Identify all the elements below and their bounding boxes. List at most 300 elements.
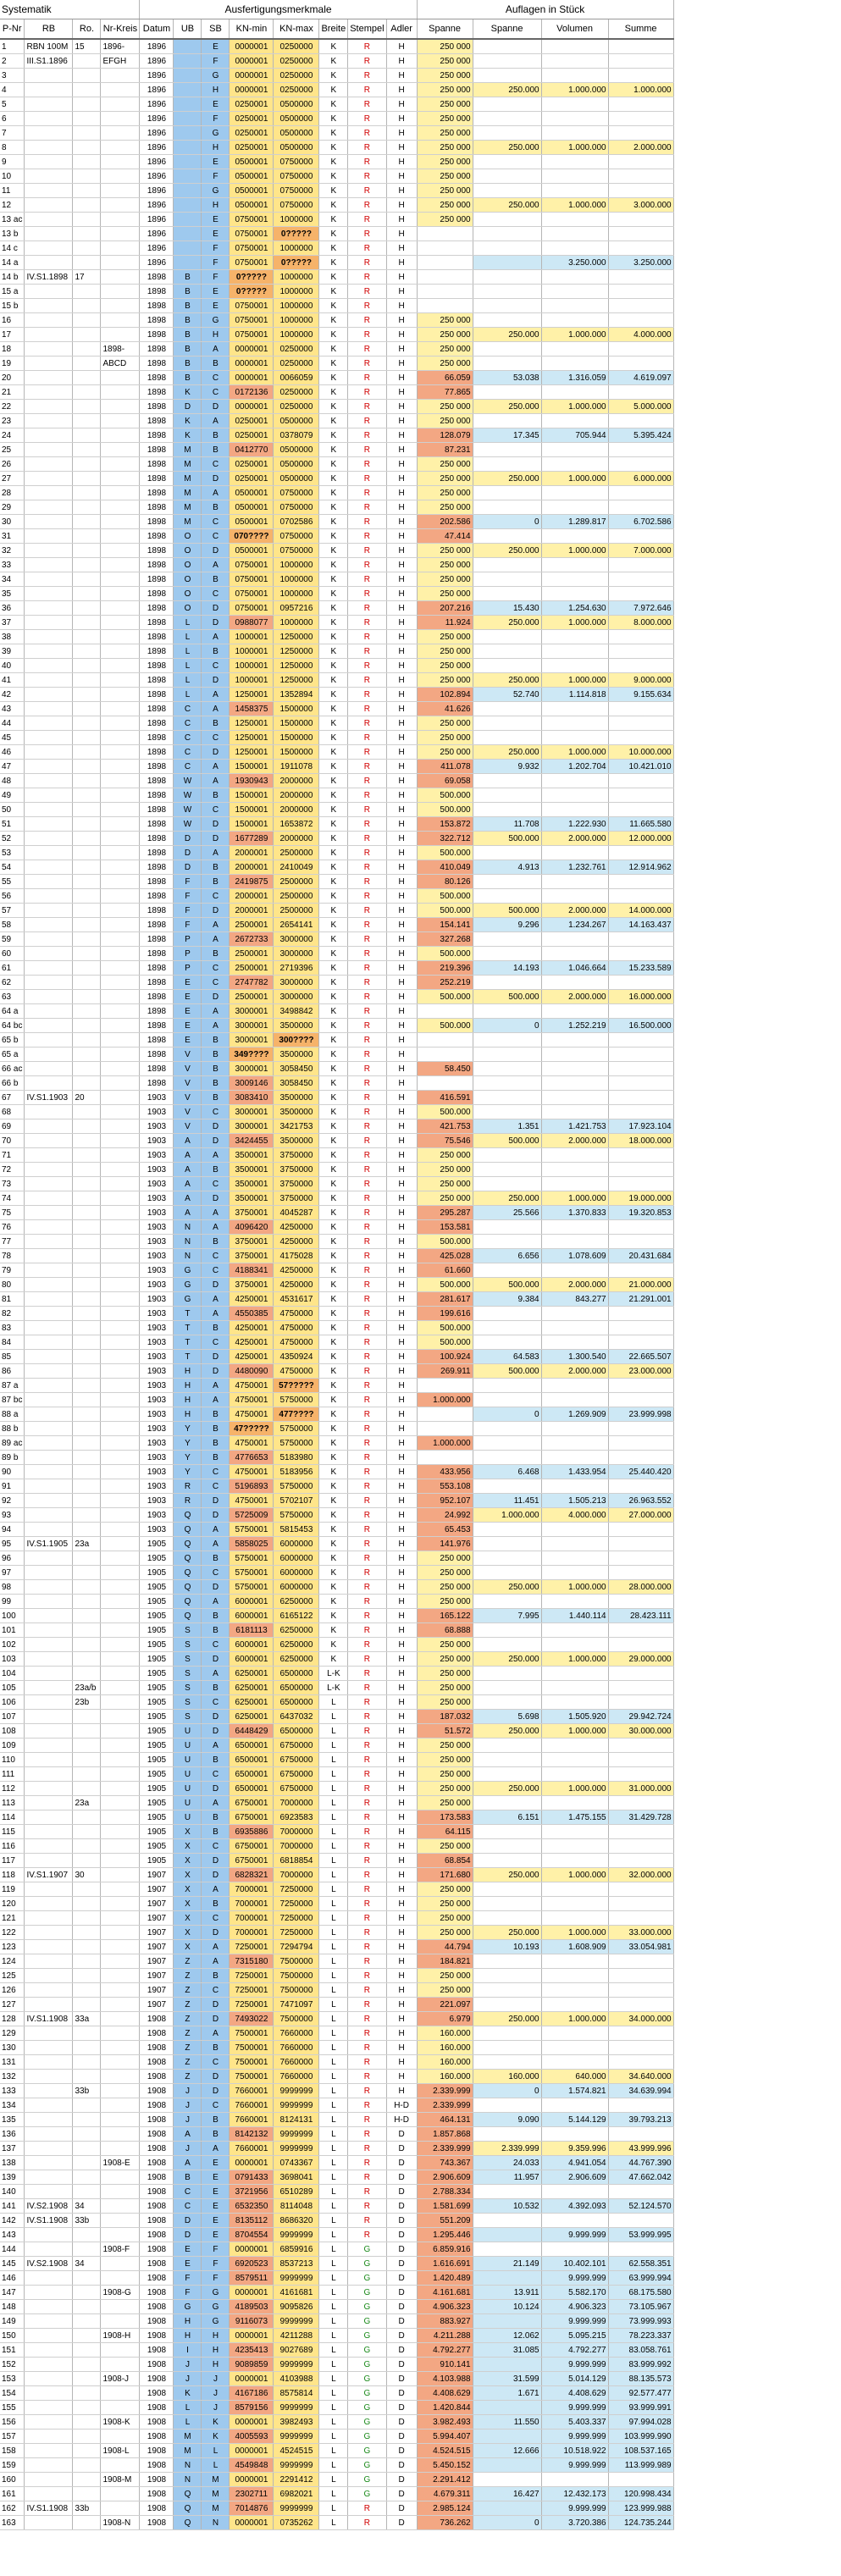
cell-kmin: 0250001 (230, 428, 274, 443)
cell-br: L (319, 2516, 348, 2530)
cell-ub: D (174, 860, 202, 875)
cell-br: K (319, 544, 348, 558)
cell-br: K (319, 39, 348, 54)
cell-kmin: 7660001 (230, 2142, 274, 2156)
cell-vol (541, 1796, 608, 1810)
cell-nk (101, 515, 140, 529)
cell-st: R (348, 961, 386, 976)
cell-d: 1898 (140, 904, 174, 918)
cell-rb (25, 630, 73, 644)
cell-ad: H (386, 1508, 417, 1523)
cell-st: R (348, 1407, 386, 1422)
cell-vol: 2.000.000 (541, 832, 608, 846)
cell-ro (73, 1278, 101, 1292)
cell-p: 14 b (0, 270, 25, 285)
cell-ro (73, 285, 101, 299)
cell-vol: 1.078.609 (541, 1249, 608, 1263)
cell-sp (417, 1076, 473, 1091)
cell-sb: C (202, 1479, 230, 1494)
cell-st: R (348, 2070, 386, 2084)
cell-sb: B (202, 2127, 230, 2142)
cell-d: 1903 (140, 1379, 174, 1393)
cell-sum (608, 932, 673, 947)
table-row (0, 443, 673, 457)
cell-vol (541, 630, 608, 644)
cell-sp2: 7.995 (473, 1609, 541, 1623)
cell-sum: 2.000.000 (608, 141, 673, 155)
cell-sp: 250 000 (417, 313, 473, 328)
cell-kmax: 8575814 (274, 2386, 319, 2401)
cell-nk (101, 2170, 140, 2185)
cell-ad: H (386, 39, 417, 54)
cell-kmin: 7014876 (230, 2501, 274, 2516)
cell-sb: B (202, 1235, 230, 1249)
cell-ad: H (386, 69, 417, 83)
cell-kmax: 2410049 (274, 860, 319, 875)
cell-ad: H (386, 1566, 417, 1580)
cell-kmin: 0250001 (230, 414, 274, 428)
cell-kmin: 0000001 (230, 2156, 274, 2170)
cell-kmax: 2500000 (274, 875, 319, 889)
cell-ad: H (386, 601, 417, 616)
cell-ro (73, 213, 101, 227)
cell-vol: 1.202.704 (541, 760, 608, 774)
cell-d: 1898 (140, 285, 174, 299)
cell-sp2: 250.000 (473, 1191, 541, 1206)
cell-d: 1903 (140, 1278, 174, 1292)
cell-kmin: 3083410 (230, 1091, 274, 1105)
cell-kmin: 3000001 (230, 1004, 274, 1019)
cell-rb (25, 889, 73, 904)
cell-kmin: 2500001 (230, 990, 274, 1004)
cell-st: R (348, 97, 386, 112)
cell-ub: P (174, 932, 202, 947)
cell-br: K (319, 1508, 348, 1523)
cell-kmin: 0000001 (230, 2444, 274, 2458)
cell-sp: 4.792.277 (417, 2343, 473, 2358)
cell-rb (25, 428, 73, 443)
cell-sb: A (202, 486, 230, 500)
cell-ad: H (386, 1940, 417, 1954)
cell-d: 1903 (140, 1508, 174, 1523)
cell-sum (608, 587, 673, 601)
cell-p: 14 c (0, 241, 25, 256)
cell-d: 1907 (140, 1911, 174, 1926)
cell-nk (101, 2501, 140, 2516)
cell-rb (25, 544, 73, 558)
cell-kmax: 4750000 (274, 1335, 319, 1350)
cell-p: 85 (0, 1350, 25, 1364)
cell-ub: Q (174, 1580, 202, 1595)
table-row (0, 616, 673, 630)
cell-sp: 500.000 (417, 904, 473, 918)
cell-br: K (319, 1048, 348, 1062)
cell-ad: D (386, 2314, 417, 2329)
table-row (0, 1810, 673, 1825)
cell-ub: F (174, 889, 202, 904)
cell-ub: N (174, 2458, 202, 2473)
table-row (0, 357, 673, 371)
cell-p: 63 (0, 990, 25, 1004)
cell-d: 1908 (140, 2142, 174, 2156)
cell-ro (73, 112, 101, 126)
cell-ub: Q (174, 1595, 202, 1609)
cell-vol: 9.999.999 (541, 2314, 608, 2329)
cell-p: 110 (0, 1753, 25, 1767)
table-row (0, 1249, 673, 1263)
cell-ad: H (386, 1695, 417, 1710)
table-row (0, 529, 673, 544)
cell-ad: H (386, 1451, 417, 1465)
cell-d: 1903 (140, 1393, 174, 1407)
cell-kmin: 0500001 (230, 500, 274, 515)
cell-vol: 1.289.817 (541, 515, 608, 529)
cell-rb: IV.S2.1908 (25, 2199, 73, 2214)
cell-vol: 2.000.000 (541, 1134, 608, 1148)
cell-ub: L (174, 630, 202, 644)
cell-kmax: 6510289 (274, 2185, 319, 2199)
cell-kmin: 1250001 (230, 688, 274, 702)
cell-d: 1896 (140, 155, 174, 169)
cell-st: R (348, 1983, 386, 1998)
cell-sb: B (202, 1609, 230, 1623)
table-row (0, 112, 673, 126)
cell-rb: IV.S1.1903 (25, 1091, 73, 1105)
cell-br: L (319, 2156, 348, 2170)
cell-vol (541, 947, 608, 961)
cell-kmax: 1500000 (274, 745, 319, 760)
cell-kmax: 6500000 (274, 1724, 319, 1739)
cell-rb (25, 558, 73, 572)
cell-sp2: 0 (473, 1019, 541, 1033)
cell-rb: IV.S2.1908 (25, 2257, 73, 2271)
cell-nk (101, 1523, 140, 1537)
cell-rb (25, 1825, 73, 1839)
cell-nk (101, 1926, 140, 1940)
cell-d: 1903 (140, 1364, 174, 1379)
cell-sp: 1.000.000 (417, 1436, 473, 1451)
cell-ad: H (386, 227, 417, 241)
cell-rb (25, 126, 73, 141)
cell-kmin: 0500001 (230, 169, 274, 184)
cell-d: 1903 (140, 1163, 174, 1177)
cell-rb (25, 1364, 73, 1379)
cell-ro (73, 198, 101, 213)
cell-ub: G (174, 1278, 202, 1292)
table-row (0, 1350, 673, 1364)
cell-rb (25, 716, 73, 731)
table-row (0, 2401, 673, 2415)
cell-sum (608, 803, 673, 817)
cell-vol: 1.000.000 (541, 472, 608, 486)
cell-sp2 (473, 385, 541, 400)
cell-ad: H (386, 1681, 417, 1695)
table-row (0, 1753, 673, 1767)
cell-d: 1898 (140, 544, 174, 558)
cell-sp: 58.450 (417, 1062, 473, 1076)
table-row (0, 2127, 673, 2142)
cell-ub: Q (174, 1537, 202, 1551)
cell-st: R (348, 126, 386, 141)
cell-nk (101, 2026, 140, 2041)
cell-p: 35 (0, 587, 25, 601)
cell-ro (73, 1422, 101, 1436)
cell-ad: H (386, 1321, 417, 1335)
cell-nk (101, 486, 140, 500)
cell-p: 48 (0, 774, 25, 788)
cell-ad: H (386, 1033, 417, 1048)
cell-vol: 2.000.000 (541, 904, 608, 918)
cell-st: R (348, 1753, 386, 1767)
cell-ad: H (386, 788, 417, 803)
cell-ub: Z (174, 1998, 202, 2012)
cell-rb (25, 976, 73, 990)
cell-sp2 (473, 1062, 541, 1076)
cell-sp2: 17.345 (473, 428, 541, 443)
cell-rb (25, 1998, 73, 2012)
cell-ub: B (174, 270, 202, 285)
table-row (0, 2430, 673, 2444)
cell-vol (541, 1422, 608, 1436)
cell-sb: B (202, 716, 230, 731)
cell-kmax: 4750000 (274, 1321, 319, 1335)
cell-rb (25, 1681, 73, 1695)
cell-p: 123 (0, 1940, 25, 1954)
cell-sb: C (202, 961, 230, 976)
cell-st: R (348, 1537, 386, 1551)
cell-sp: 500.000 (417, 788, 473, 803)
cell-d: 1908 (140, 2127, 174, 2142)
cell-kmax: 0500000 (274, 457, 319, 472)
cell-br: K (319, 846, 348, 860)
cell-ad: H (386, 1782, 417, 1796)
cell-p: 22 (0, 400, 25, 414)
cell-sum: 21.000.000 (608, 1278, 673, 1292)
cell-sb: C (202, 1465, 230, 1479)
cell-kmax: 6437032 (274, 1710, 319, 1724)
cell-ad: D (386, 2142, 417, 2156)
cell-vol: 12.432.173 (541, 2487, 608, 2501)
cell-sp: 250 000 (417, 1839, 473, 1854)
cell-sum: 5.000.000 (608, 400, 673, 414)
cell-st: R (348, 601, 386, 616)
cell-st: R (348, 1940, 386, 1954)
cell-ro (73, 1004, 101, 1019)
cell-sb: G (202, 2314, 230, 2329)
table-row (0, 213, 673, 227)
table-row (0, 1091, 673, 1105)
cell-br: K (319, 1551, 348, 1566)
cell-br: K (319, 587, 348, 601)
cell-st: G (348, 2401, 386, 2415)
table-row (0, 2257, 673, 2271)
cell-kmin: 1458375 (230, 702, 274, 716)
cell-st: R (348, 400, 386, 414)
table-row (0, 2170, 673, 2185)
cell-ad: H (386, 2041, 417, 2055)
cell-sb: C (202, 1983, 230, 1998)
cell-kmin: 2000001 (230, 904, 274, 918)
cell-sb: B (202, 860, 230, 875)
cell-br: K (319, 760, 348, 774)
cell-sp: 425.028 (417, 1249, 473, 1263)
cell-ub (174, 169, 202, 184)
cell-st: R (348, 587, 386, 601)
cell-p: 65 a (0, 1048, 25, 1062)
cell-sum: 10.421.010 (608, 760, 673, 774)
cell-kmax: 9999999 (274, 2314, 319, 2329)
cell-rb (25, 2487, 73, 2501)
cell-nk (101, 1033, 140, 1048)
cell-ro (73, 947, 101, 961)
cell-p: 152 (0, 2358, 25, 2372)
cell-sp: 250 000 (417, 673, 473, 688)
cell-ad: H (386, 1954, 417, 1969)
cell-d: 1898 (140, 500, 174, 515)
cell-nk (101, 270, 140, 285)
cell-nk (101, 1623, 140, 1638)
cell-kmin: 0250001 (230, 472, 274, 486)
cell-sp: 551.209 (417, 2214, 473, 2228)
cell-ad: H (386, 976, 417, 990)
cell-br: K (319, 213, 348, 227)
cell-sp: 250 000 (417, 1191, 473, 1206)
cell-rb (25, 904, 73, 918)
cell-nk (101, 1508, 140, 1523)
cell-sum: 103.999.990 (608, 2430, 673, 2444)
cell-sum (608, 1695, 673, 1710)
cell-ro (73, 500, 101, 515)
cell-sp2 (473, 2401, 541, 2415)
cell-br: K (319, 256, 348, 270)
cell-vol (541, 558, 608, 572)
group-header-auflagen: Auflagen in Stück (417, 0, 673, 19)
cell-sp2: 250.000 (473, 328, 541, 342)
cell-sb: E (202, 97, 230, 112)
cell-vol: 1.000.000 (541, 1580, 608, 1595)
cell-d: 1898 (140, 313, 174, 328)
cell-kmin: 0750001 (230, 558, 274, 572)
cell-d: 1905 (140, 1839, 174, 1854)
cell-sp: 221.097 (417, 1998, 473, 2012)
cell-p: 11 (0, 184, 25, 198)
cell-ro (73, 1954, 101, 1969)
table-row (0, 2501, 673, 2516)
cell-sp: 5.994.407 (417, 2430, 473, 2444)
cell-st: R (348, 1134, 386, 1148)
cell-sb: C (202, 889, 230, 904)
cell-rb (25, 2026, 73, 2041)
cell-br: K (319, 428, 348, 443)
cell-kmax: 5183956 (274, 1465, 319, 1479)
cell-ro (73, 241, 101, 256)
cell-sb: B (202, 788, 230, 803)
cell-rb (25, 832, 73, 846)
cell-nk (101, 731, 140, 745)
cell-kmin: 7660001 (230, 2084, 274, 2098)
table-row (0, 544, 673, 558)
cell-sb: A (202, 1595, 230, 1609)
cell-ro (73, 2286, 101, 2300)
cell-kmin: 7250001 (230, 1940, 274, 1954)
table-row (0, 328, 673, 342)
cell-nk (101, 69, 140, 83)
cell-ub: L (174, 616, 202, 630)
cell-rb (25, 299, 73, 313)
cell-kmax: 8686320 (274, 2214, 319, 2228)
cell-br: K (319, 126, 348, 141)
cell-sp2 (473, 2127, 541, 2142)
cell-kmax: 4750000 (274, 1307, 319, 1321)
cell-sum (608, 558, 673, 572)
cell-kmin: 1500001 (230, 803, 274, 817)
cell-kmin: 349???? (230, 1048, 274, 1062)
cell-sp2 (473, 1595, 541, 1609)
table-row (0, 2415, 673, 2430)
table-row (0, 1897, 673, 1911)
cell-kmin: 6250001 (230, 1681, 274, 1695)
cell-sp: 250 000 (417, 155, 473, 169)
cell-kmin: 4750001 (230, 1379, 274, 1393)
cell-sp2 (473, 2185, 541, 2199)
cell-sum (608, 2098, 673, 2113)
cell-p: 119 (0, 1882, 25, 1897)
cell-rb (25, 644, 73, 659)
cell-kmax: 57????? (274, 1379, 319, 1393)
cell-sb: D (202, 616, 230, 630)
cell-nk (101, 976, 140, 990)
cell-ub (174, 227, 202, 241)
cell-p: 105 (0, 1681, 25, 1695)
cell-sum: 53.999.995 (608, 2228, 673, 2242)
cell-sum: 19.320.853 (608, 1206, 673, 1220)
cell-vol: 2.000.000 (541, 1364, 608, 1379)
cell-br: L (319, 2228, 348, 2242)
cell-sb: D (202, 1724, 230, 1739)
cell-ad: H (386, 1335, 417, 1350)
cell-kmin: 3750001 (230, 1278, 274, 1292)
cell-br: L-K (319, 1681, 348, 1695)
cell-d: 1896 (140, 213, 174, 227)
cell-rb (25, 1810, 73, 1825)
cell-kmax: 6750000 (274, 1739, 319, 1753)
cell-rb (25, 414, 73, 428)
cell-sp2: 0 (473, 1407, 541, 1422)
cell-d: 1898 (140, 630, 174, 644)
cell-sp2 (473, 1882, 541, 1897)
cell-p: 7 (0, 126, 25, 141)
cell-sum (608, 976, 673, 990)
cell-sum (608, 1767, 673, 1782)
cell-vol (541, 313, 608, 328)
cell-ro: 33b (73, 2084, 101, 2098)
cell-nk (101, 1839, 140, 1854)
cell-p: 87 a (0, 1379, 25, 1393)
cell-ub: P (174, 947, 202, 961)
cell-ub: B (174, 313, 202, 328)
cell-kmax: 9999999 (274, 2228, 319, 2242)
cell-sp2 (473, 2358, 541, 2372)
cell-ub: E (174, 1004, 202, 1019)
cell-sp2: 10.193 (473, 1940, 541, 1954)
cell-ro (73, 1724, 101, 1739)
cell-st: R (348, 1854, 386, 1868)
cell-sp2 (473, 1839, 541, 1854)
cell-rb: IV.S1.1908 (25, 2012, 73, 2026)
table-row (0, 2070, 673, 2084)
cell-ub: T (174, 1350, 202, 1364)
cell-kmax: 1000000 (274, 616, 319, 630)
